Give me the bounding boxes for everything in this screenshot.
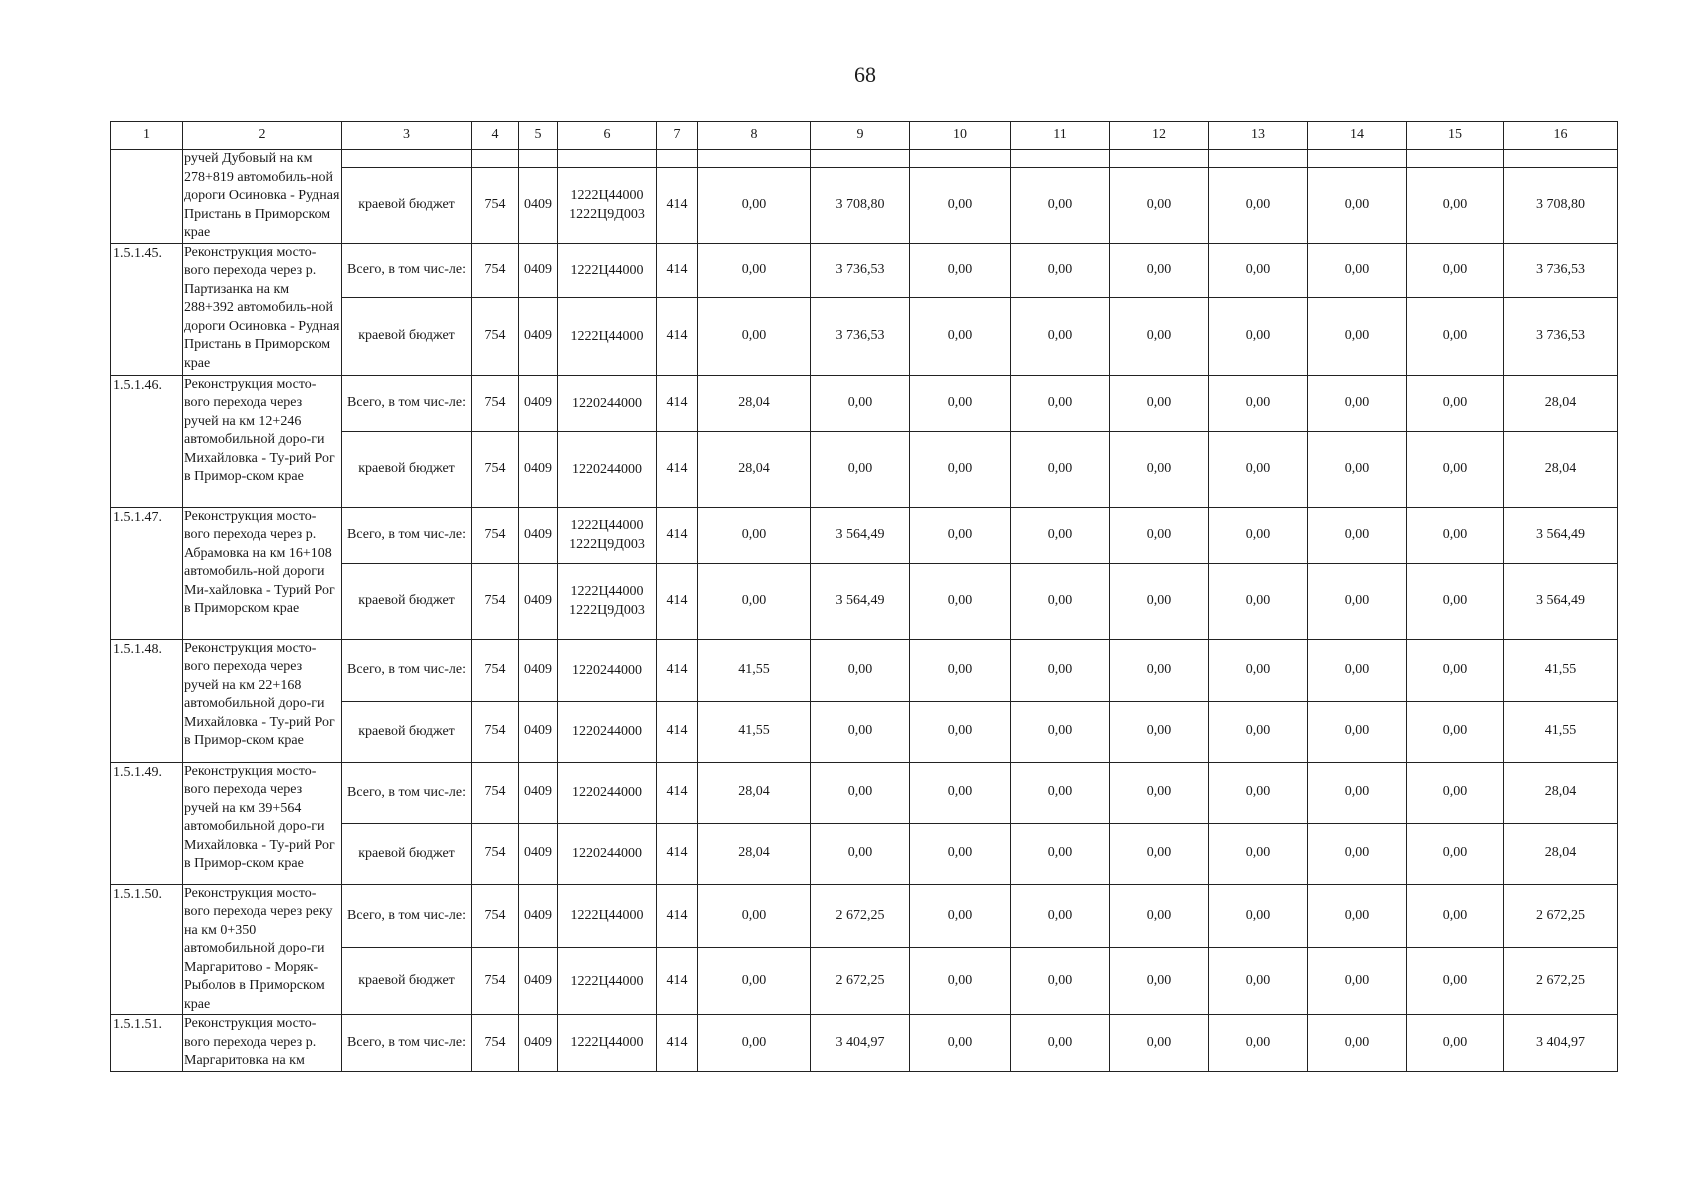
cell-c6: [558, 150, 657, 168]
cell-c6: 1222Ц44000: [558, 884, 657, 948]
cell-c8: [698, 150, 811, 168]
funding-source-cell: краевой бюджет: [342, 823, 472, 884]
cell-c14: 0,00: [1308, 948, 1407, 1015]
cell-c14: [1308, 150, 1407, 168]
cell-c13: [1209, 150, 1308, 168]
cell-c5: 0409: [519, 243, 558, 297]
cell-c5: 0409: [519, 884, 558, 948]
cell-c16: 3 564,49: [1504, 507, 1618, 563]
cell-c4: [472, 150, 519, 168]
cell-c12: 0,00: [1110, 375, 1209, 431]
cell-c10: 0,00: [910, 1015, 1011, 1072]
budget-table: [110, 121, 1618, 1072]
cell-c12: 0,00: [1110, 948, 1209, 1015]
cell-c8: 28,04: [698, 431, 811, 507]
cell-c13: 0,00: [1209, 168, 1308, 243]
cell-c13: 0,00: [1209, 948, 1308, 1015]
cell-c7: 414: [657, 507, 698, 563]
header-cell: 7: [657, 122, 698, 150]
cell-c8: 28,04: [698, 762, 811, 823]
cell-c16: 3 404,97: [1504, 1015, 1618, 1072]
cell-c12: 0,00: [1110, 884, 1209, 948]
cell-c4: 754: [472, 823, 519, 884]
cell-c16: 41,55: [1504, 639, 1618, 701]
cell-c7: 414: [657, 639, 698, 701]
cell-c6: 1222Ц44000: [558, 297, 657, 375]
header-cell: 14: [1308, 122, 1407, 150]
cell-c6: 1220244000: [558, 639, 657, 701]
table-row: [111, 762, 1618, 823]
cell-c16: 28,04: [1504, 431, 1618, 507]
cell-c15: 0,00: [1407, 823, 1504, 884]
cell-c14: 0,00: [1308, 884, 1407, 948]
cell-c16: 28,04: [1504, 375, 1618, 431]
cell-c13: 0,00: [1209, 823, 1308, 884]
cell-c13: 0,00: [1209, 884, 1308, 948]
table-row: [111, 375, 1618, 431]
cell-c16: 3 736,53: [1504, 297, 1618, 375]
cell-c15: 0,00: [1407, 639, 1504, 701]
cell-c14: 0,00: [1308, 375, 1407, 431]
cell-c11: 0,00: [1011, 297, 1110, 375]
cell-c10: 0,00: [910, 823, 1011, 884]
cell-c14: 0,00: [1308, 431, 1407, 507]
header-cell: 9: [811, 122, 910, 150]
cell-c11: 0,00: [1011, 1015, 1110, 1072]
cell-c5: 0409: [519, 1015, 558, 1072]
cell-c8: 28,04: [698, 375, 811, 431]
cell-c8: 0,00: [698, 297, 811, 375]
cell-c8: 0,00: [698, 243, 811, 297]
cell-c4: 754: [472, 884, 519, 948]
cell-c5: 0409: [519, 823, 558, 884]
cell-c14: 0,00: [1308, 243, 1407, 297]
cell-c9: 0,00: [811, 823, 910, 884]
item-number-cell: [111, 150, 183, 244]
cell-c8: 0,00: [698, 168, 811, 243]
cell-c10: 0,00: [910, 639, 1011, 701]
header-cell: 8: [698, 122, 811, 150]
table-row: [111, 1015, 1618, 1072]
cell-c13: 0,00: [1209, 243, 1308, 297]
funding-source-cell: Всего, в том чис-ле:: [342, 639, 472, 701]
cell-c16: [1504, 150, 1618, 168]
cell-c14: 0,00: [1308, 639, 1407, 701]
cell-c13: 0,00: [1209, 1015, 1308, 1072]
cell-c15: 0,00: [1407, 563, 1504, 639]
cell-c7: 414: [657, 1015, 698, 1072]
cell-c14: 0,00: [1308, 762, 1407, 823]
cell-c10: 0,00: [910, 762, 1011, 823]
item-name-cell: Реконструкция мосто-вого перехода через ручей на км 39+564 автомобильной доро-ги Михайловка - Ту-рий Рог в Примор-ском крае: [183, 762, 342, 884]
cell-c15: 0,00: [1407, 168, 1504, 243]
funding-source-cell: Всего, в том чис-ле:: [342, 762, 472, 823]
cell-c8: 41,55: [698, 639, 811, 701]
cell-c15: 0,00: [1407, 1015, 1504, 1072]
cell-c4: 754: [472, 1015, 519, 1072]
cell-c8: 41,55: [698, 701, 811, 762]
cell-c10: 0,00: [910, 884, 1011, 948]
cell-c12: 0,00: [1110, 563, 1209, 639]
cell-c4: 754: [472, 563, 519, 639]
header-cell: 6: [558, 122, 657, 150]
cell-c6: 1220244000: [558, 431, 657, 507]
item-number-cell: 1.5.1.45.: [111, 243, 183, 375]
cell-c6: 1222Ц44000: [558, 243, 657, 297]
cell-c11: 0,00: [1011, 948, 1110, 1015]
cell-c11: 0,00: [1011, 243, 1110, 297]
cell-c10: 0,00: [910, 948, 1011, 1015]
cell-c7: 414: [657, 823, 698, 884]
cell-c10: [910, 150, 1011, 168]
cell-c11: 0,00: [1011, 168, 1110, 243]
cell-c14: 0,00: [1308, 297, 1407, 375]
cell-c16: 28,04: [1504, 762, 1618, 823]
cell-c13: 0,00: [1209, 297, 1308, 375]
cell-c10: 0,00: [910, 701, 1011, 762]
cell-c15: 0,00: [1407, 762, 1504, 823]
header-row: [111, 122, 1618, 150]
cell-c12: 0,00: [1110, 168, 1209, 243]
cell-c5: 0409: [519, 431, 558, 507]
funding-source-cell: краевой бюджет: [342, 168, 472, 243]
page-number: 68: [854, 62, 876, 87]
cell-c6: 1220244000: [558, 823, 657, 884]
cell-c15: 0,00: [1407, 701, 1504, 762]
header-cell: 2: [183, 122, 342, 150]
cell-c5: 0409: [519, 507, 558, 563]
cell-c12: 0,00: [1110, 297, 1209, 375]
cell-c13: 0,00: [1209, 762, 1308, 823]
cell-c6: 1222Ц44000 1222Ц9Д003: [558, 563, 657, 639]
item-number-cell: 1.5.1.50.: [111, 884, 183, 1015]
cell-c11: 0,00: [1011, 762, 1110, 823]
cell-c10: 0,00: [910, 375, 1011, 431]
cell-c4: 754: [472, 639, 519, 701]
cell-c5: 0409: [519, 639, 558, 701]
cell-c11: [1011, 150, 1110, 168]
cell-c6: 1220244000: [558, 375, 657, 431]
cell-c7: 414: [657, 168, 698, 243]
cell-c10: 0,00: [910, 297, 1011, 375]
cell-c5: 0409: [519, 701, 558, 762]
cell-c8: 0,00: [698, 948, 811, 1015]
cell-c5: 0409: [519, 168, 558, 243]
funding-source-cell: краевой бюджет: [342, 701, 472, 762]
funding-source-cell: Всего, в том чис-ле:: [342, 507, 472, 563]
item-number-cell: 1.5.1.49.: [111, 762, 183, 884]
header-cell: 3: [342, 122, 472, 150]
item-name-cell: ручей Дубовый на км 278+819 автомобиль-ной дороги Осиновка - Рудная Пристань в Приморском крае: [183, 150, 342, 244]
cell-c13: 0,00: [1209, 701, 1308, 762]
cell-c12: 0,00: [1110, 507, 1209, 563]
item-number-cell: 1.5.1.46.: [111, 375, 183, 507]
header-cell: 12: [1110, 122, 1209, 150]
cell-c7: 414: [657, 948, 698, 1015]
cell-c16: 41,55: [1504, 701, 1618, 762]
header-cell: 1: [111, 122, 183, 150]
table-row: [111, 150, 1618, 168]
funding-source-cell: Всего, в том чис-ле:: [342, 375, 472, 431]
cell-c11: 0,00: [1011, 563, 1110, 639]
cell-c13: 0,00: [1209, 431, 1308, 507]
item-name-cell: Реконструкция мосто-вого перехода через ручей на км 22+168 автомобильной доро-ги Михайловка - Ту-рий Рог в Примор-ском крае: [183, 639, 342, 762]
funding-source-cell: краевой бюджет: [342, 948, 472, 1015]
table-row: [111, 507, 1618, 563]
cell-c8: 0,00: [698, 1015, 811, 1072]
cell-c10: 0,00: [910, 507, 1011, 563]
cell-c15: 0,00: [1407, 297, 1504, 375]
cell-c7: 414: [657, 431, 698, 507]
cell-c9: 3 564,49: [811, 507, 910, 563]
cell-c12: 0,00: [1110, 243, 1209, 297]
cell-c13: 0,00: [1209, 375, 1308, 431]
cell-c16: 2 672,25: [1504, 948, 1618, 1015]
cell-c12: 0,00: [1110, 431, 1209, 507]
header-cell: 13: [1209, 122, 1308, 150]
header-cell: 4: [472, 122, 519, 150]
cell-c15: 0,00: [1407, 431, 1504, 507]
cell-c11: 0,00: [1011, 639, 1110, 701]
cell-c9: 2 672,25: [811, 948, 910, 1015]
item-number-cell: 1.5.1.48.: [111, 639, 183, 762]
cell-c5: 0409: [519, 563, 558, 639]
cell-c14: 0,00: [1308, 1015, 1407, 1072]
cell-c7: 414: [657, 297, 698, 375]
cell-c14: 0,00: [1308, 507, 1407, 563]
item-name-cell: Реконструкция мосто-вого перехода через р. Абрамовка на км 16+108 автомобиль-ной дороги Ми-хайловка - Турий Рог в Приморском крае: [183, 507, 342, 639]
cell-c9: 0,00: [811, 762, 910, 823]
cell-c4: 754: [472, 431, 519, 507]
cell-c16: 2 672,25: [1504, 884, 1618, 948]
funding-source-cell: [342, 150, 472, 168]
cell-c9: 0,00: [811, 639, 910, 701]
cell-c9: 3 564,49: [811, 563, 910, 639]
cell-c15: 0,00: [1407, 507, 1504, 563]
cell-c5: 0409: [519, 375, 558, 431]
cell-c7: 414: [657, 701, 698, 762]
cell-c4: 754: [472, 168, 519, 243]
cell-c16: 3 708,80: [1504, 168, 1618, 243]
cell-c9: 3 736,53: [811, 297, 910, 375]
funding-source-cell: краевой бюджет: [342, 297, 472, 375]
cell-c15: 0,00: [1407, 948, 1504, 1015]
item-number-cell: 1.5.1.47.: [111, 507, 183, 639]
cell-c7: [657, 150, 698, 168]
cell-c15: 0,00: [1407, 884, 1504, 948]
item-number-cell: 1.5.1.51.: [111, 1015, 183, 1072]
cell-c13: 0,00: [1209, 639, 1308, 701]
table-row: [111, 884, 1618, 948]
cell-c9: 3 404,97: [811, 1015, 910, 1072]
table-row: [111, 243, 1618, 297]
cell-c12: 0,00: [1110, 639, 1209, 701]
cell-c12: 0,00: [1110, 823, 1209, 884]
cell-c9: 0,00: [811, 431, 910, 507]
cell-c5: 0409: [519, 297, 558, 375]
cell-c9: 3 708,80: [811, 168, 910, 243]
cell-c6: 1222Ц44000 1222Ц9Д003: [558, 507, 657, 563]
cell-c14: 0,00: [1308, 168, 1407, 243]
cell-c5: 0409: [519, 948, 558, 1015]
header-cell: 10: [910, 122, 1011, 150]
funding-source-cell: Всего, в том чис-ле:: [342, 243, 472, 297]
cell-c4: 754: [472, 701, 519, 762]
cell-c9: 0,00: [811, 375, 910, 431]
cell-c7: 414: [657, 375, 698, 431]
cell-c5: 0409: [519, 762, 558, 823]
cell-c8: 0,00: [698, 563, 811, 639]
cell-c15: [1407, 150, 1504, 168]
cell-c10: 0,00: [910, 243, 1011, 297]
cell-c15: 0,00: [1407, 243, 1504, 297]
cell-c9: 3 736,53: [811, 243, 910, 297]
cell-c6: 1220244000: [558, 762, 657, 823]
cell-c12: [1110, 150, 1209, 168]
cell-c16: 3 564,49: [1504, 563, 1618, 639]
cell-c10: 0,00: [910, 563, 1011, 639]
cell-c11: 0,00: [1011, 375, 1110, 431]
cell-c9: [811, 150, 910, 168]
cell-c6: 1222Ц44000: [558, 948, 657, 1015]
cell-c12: 0,00: [1110, 701, 1209, 762]
cell-c7: 414: [657, 243, 698, 297]
cell-c9: 2 672,25: [811, 884, 910, 948]
cell-c11: 0,00: [1011, 884, 1110, 948]
cell-c12: 0,00: [1110, 1015, 1209, 1072]
header-cell: 15: [1407, 122, 1504, 150]
header-cell: 5: [519, 122, 558, 150]
cell-c7: 414: [657, 762, 698, 823]
cell-c11: 0,00: [1011, 431, 1110, 507]
cell-c10: 0,00: [910, 431, 1011, 507]
cell-c6: 1220244000: [558, 701, 657, 762]
item-name-cell: Реконструкция мосто-вого перехода через р. Маргаритовка на км: [183, 1015, 342, 1072]
cell-c14: 0,00: [1308, 823, 1407, 884]
cell-c12: 0,00: [1110, 762, 1209, 823]
header-cell: 16: [1504, 122, 1618, 150]
cell-c11: 0,00: [1011, 823, 1110, 884]
cell-c6: 1222Ц44000: [558, 1015, 657, 1072]
table-row: [111, 639, 1618, 701]
cell-c14: 0,00: [1308, 701, 1407, 762]
cell-c4: 754: [472, 948, 519, 1015]
cell-c4: 754: [472, 507, 519, 563]
cell-c4: 754: [472, 375, 519, 431]
funding-source-cell: Всего, в том чис-ле:: [342, 1015, 472, 1072]
cell-c13: 0,00: [1209, 563, 1308, 639]
cell-c4: 754: [472, 243, 519, 297]
cell-c8: 28,04: [698, 823, 811, 884]
funding-source-cell: краевой бюджет: [342, 431, 472, 507]
cell-c15: 0,00: [1407, 375, 1504, 431]
cell-c16: 3 736,53: [1504, 243, 1618, 297]
cell-c10: 0,00: [910, 168, 1011, 243]
cell-c4: 754: [472, 297, 519, 375]
cell-c14: 0,00: [1308, 563, 1407, 639]
funding-source-cell: Всего, в том чис-ле:: [342, 884, 472, 948]
item-name-cell: Реконструкция мосто-вого перехода через ручей на км 12+246 автомобильной доро-ги Михайловка - Ту-рий Рог в Примор-ском крае: [183, 375, 342, 507]
cell-c5: [519, 150, 558, 168]
cell-c4: 754: [472, 762, 519, 823]
item-name-cell: Реконструкция мосто-вого перехода через р. Партизанка на км 288+392 автомобиль-ной дороги Осиновка - Рудная Пристань в Приморском крае: [183, 243, 342, 375]
header-cell: 11: [1011, 122, 1110, 150]
cell-c9: 0,00: [811, 701, 910, 762]
cell-c6: 1222Ц44000 1222Ц9Д003: [558, 168, 657, 243]
cell-c13: 0,00: [1209, 507, 1308, 563]
cell-c11: 0,00: [1011, 507, 1110, 563]
cell-c7: 414: [657, 884, 698, 948]
cell-c8: 0,00: [698, 507, 811, 563]
cell-c11: 0,00: [1011, 701, 1110, 762]
item-name-cell: Реконструкция мосто-вого перехода через реку на км 0+350 автомобильной доро-ги Маргаритово - Моряк-Рыболов в Приморском крае: [183, 884, 342, 1015]
cell-c7: 414: [657, 563, 698, 639]
cell-c16: 28,04: [1504, 823, 1618, 884]
cell-c8: 0,00: [698, 884, 811, 948]
funding-source-cell: краевой бюджет: [342, 563, 472, 639]
